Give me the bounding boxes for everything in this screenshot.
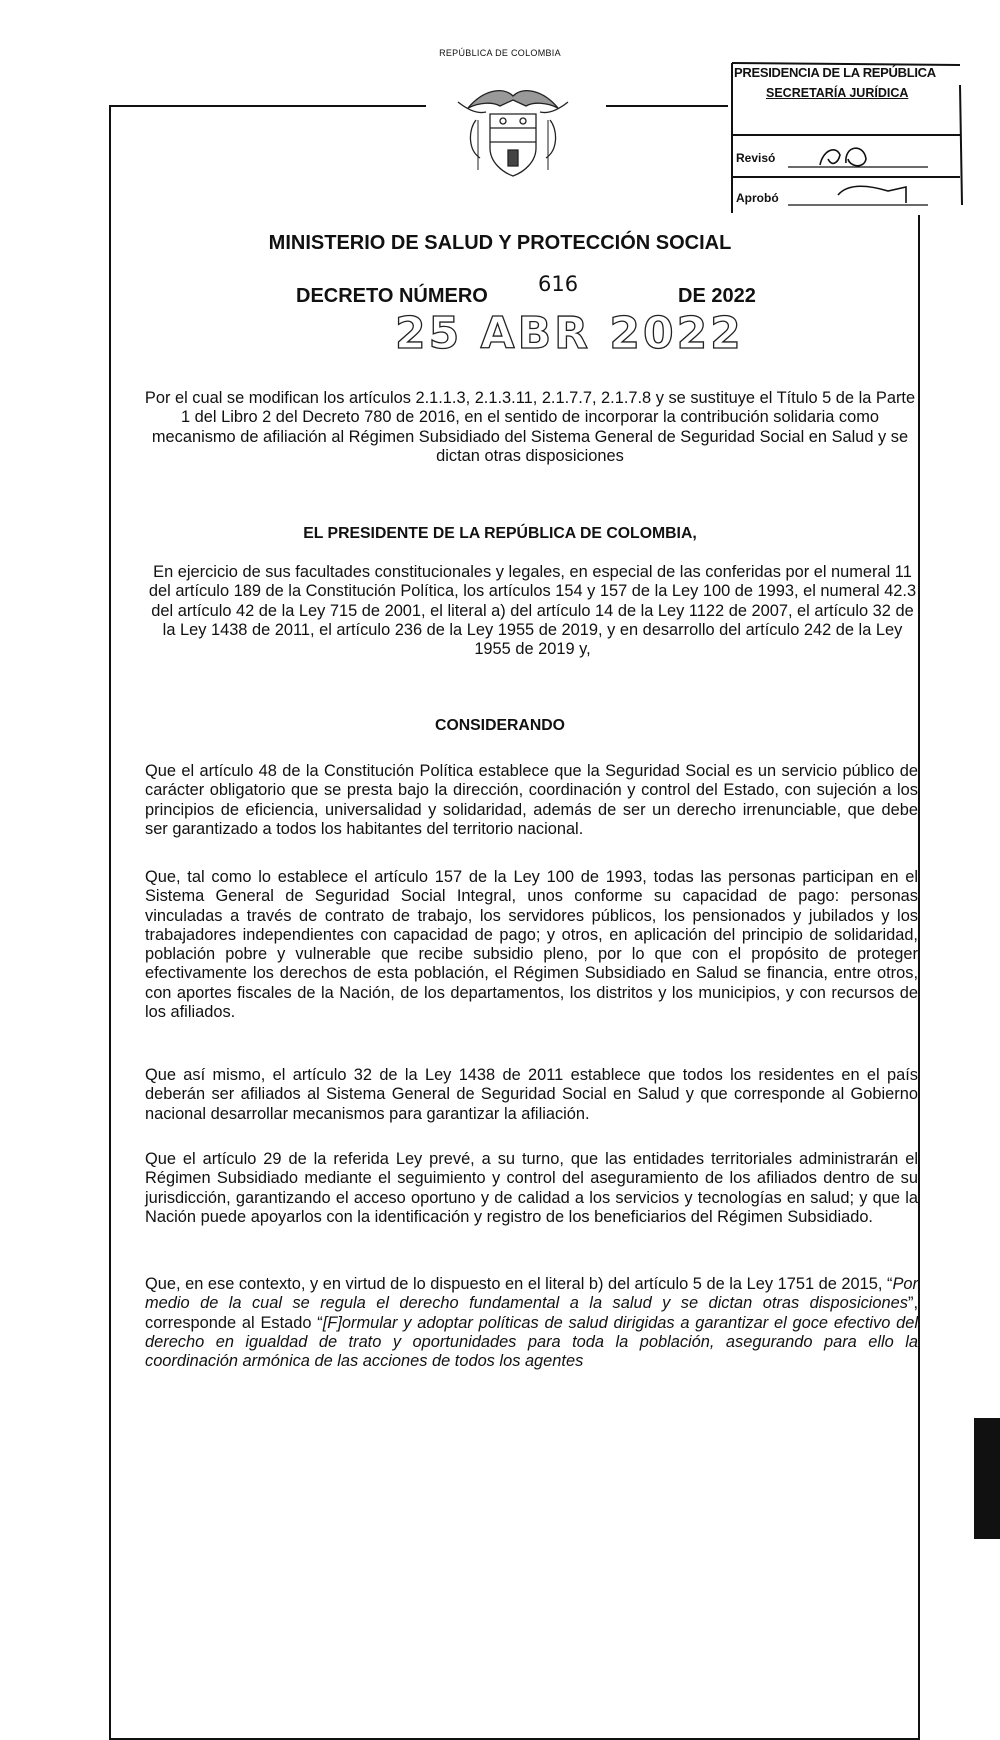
stamp-aprobo-label: Aprobó: [736, 191, 779, 205]
decree-number: 616: [538, 272, 579, 296]
scan-edge-bar: [974, 1418, 1000, 1539]
paragraph-5-quote: [F]ormular y adoptar políticas de salud dirigidas a garantizar el goce efectivo del derecho en igualdad de trato y oportunidades para toda la población, asegurando para ello la coordinación armónica de las acciones de todos los agentes: [145, 1313, 918, 1371]
coat-of-arms-icon: [438, 80, 588, 180]
paragraph-3: Que así mismo, el artículo 32 de la Ley 1438 de 2011 establece que todos los residentes en el país deberán ser afiliados al Sistema General de Seguridad Social en Salud y que corresponde al Gobierno nacional desarrollar mecanismos para garantizar la afiliación.: [145, 1066, 918, 1123]
paragraph-5-part-c: ”, corresponde al Estado “: [145, 1294, 918, 1332]
decree-summary: Por el cual se modifican los artículos 2.1.1.3, 2.1.3.11, 2.1.7.7, 2.1.7.8 y se sustituye el Título 5 de la Parte 1 del Libro 2 del Decreto 780 de 2016, en el sentido de incorporar la contribución solidaria como mecanismo de afiliación al Régimen Subsidiado del Sistema General de Seguridad Social en Salud y se dictan otras disposiciones: [144, 389, 916, 465]
stamp-line2: SECRETARÍA JURÍDICA: [766, 86, 909, 100]
republic-caption: REPÚBLICA DE COLOMBIA: [439, 48, 561, 58]
decree-label: DECRETO NÚMERO: [296, 285, 488, 307]
considerando-heading: CONSIDERANDO: [435, 717, 565, 734]
frame-left-line: [109, 105, 111, 1738]
decree-year: DE 2022: [678, 285, 756, 307]
stamp-reviso-label: Revisó: [736, 151, 776, 165]
frame-top-left-line: [110, 105, 426, 107]
paragraph-2: Que, tal como lo establece el artículo 157 de la Ley 100 de 1993, todas las personas participan en el Sistema General de Seguridad Social Integral, unos conforme su capacidad de pago: personas vinculadas a través de contrato de trabajo, los servidores públicos, los pensionados y jubilados y los trabajadores independientes con capacidad de pago; y otros, en aplicación del principio de solidaridad, población pobre y vulnerable que recibe subsidio pleno, por lo que con el propósito de proteger efectivamente los derechos de esta población, el Régimen Subsidiado en Salud se financia, entre otros, con aportes fiscales de la Nación, de los departamentos, los distritos y los municipios, y con recursos de los afiliados.: [145, 868, 918, 1022]
stamp-line1: PRESIDENCIA DE LA REPÚBLICA: [734, 65, 936, 80]
president-heading: EL PRESIDENTE DE LA REPÚBLICA DE COLOMBIA,: [303, 525, 697, 542]
decree-date-stamp: 25 ABR 2022: [395, 308, 744, 359]
paragraph-1: Que el artículo 48 de la Constitución Política establece que la Seguridad Social es un servicio público de carácter obligatorio que se presta bajo la dirección, coordinación y control del Estado, con sujeción a los principios de eficiencia, universalidad y solidaridad, además de ser un derecho irrenunciable, que debe ser garantizado a todos los habitantes del territorio nacional.: [145, 762, 918, 838]
ministry-title: MINISTERIO DE SALUD Y PROTECCIÓN SOCIAL: [268, 232, 732, 254]
paragraph-5-law-title: Por medio de la cual se regula el derecho fundamental a la salud y se dictan otras disposiciones: [145, 1275, 918, 1313]
frame-top-right-line: [606, 105, 728, 107]
paragraph-4: Que el artículo 29 de la referida Ley prevé, a su turno, que las entidades territoriales administrarán el Régimen Subsidiado mediante el seguimiento y control del aseguramiento de los afiliados dentro de su jurisdicción, garantizando el acceso oportuno y de calidad a los servicios y tecnologías en salud; y que la Nación puede apoyarlos con la identificación y registro de los beneficiarios del Régimen Subsidiado.: [145, 1150, 918, 1226]
legal-basis-paragraph: En ejercicio de sus facultades constitucionales y legales, en especial de las conferidas por el numeral 11 del artículo 189 de la Constitución Política, los artículos 154 y 157 de la Ley 100 de 1993, el numeral 42.3 del artículo 42 de la Ley 715 de 2001, el literal a) del artículo 14 de la Ley 1122 de 2007, el artículo 32 de la Ley 1438 de 2011, el artículo 236 de la Ley 1955 de 2019, y en desarrollo del artículo 242 de la Ley 1955 de 2019 y,: [148, 563, 917, 659]
approval-stamp: [728, 55, 963, 215]
paragraph-5: [145, 1275, 918, 1371]
paragraph-5-part-a: Que, en ese contexto, y en virtud de lo dispuesto en el literal b) del artículo 5 de la Ley 1751 de 2015, “: [145, 1275, 893, 1293]
